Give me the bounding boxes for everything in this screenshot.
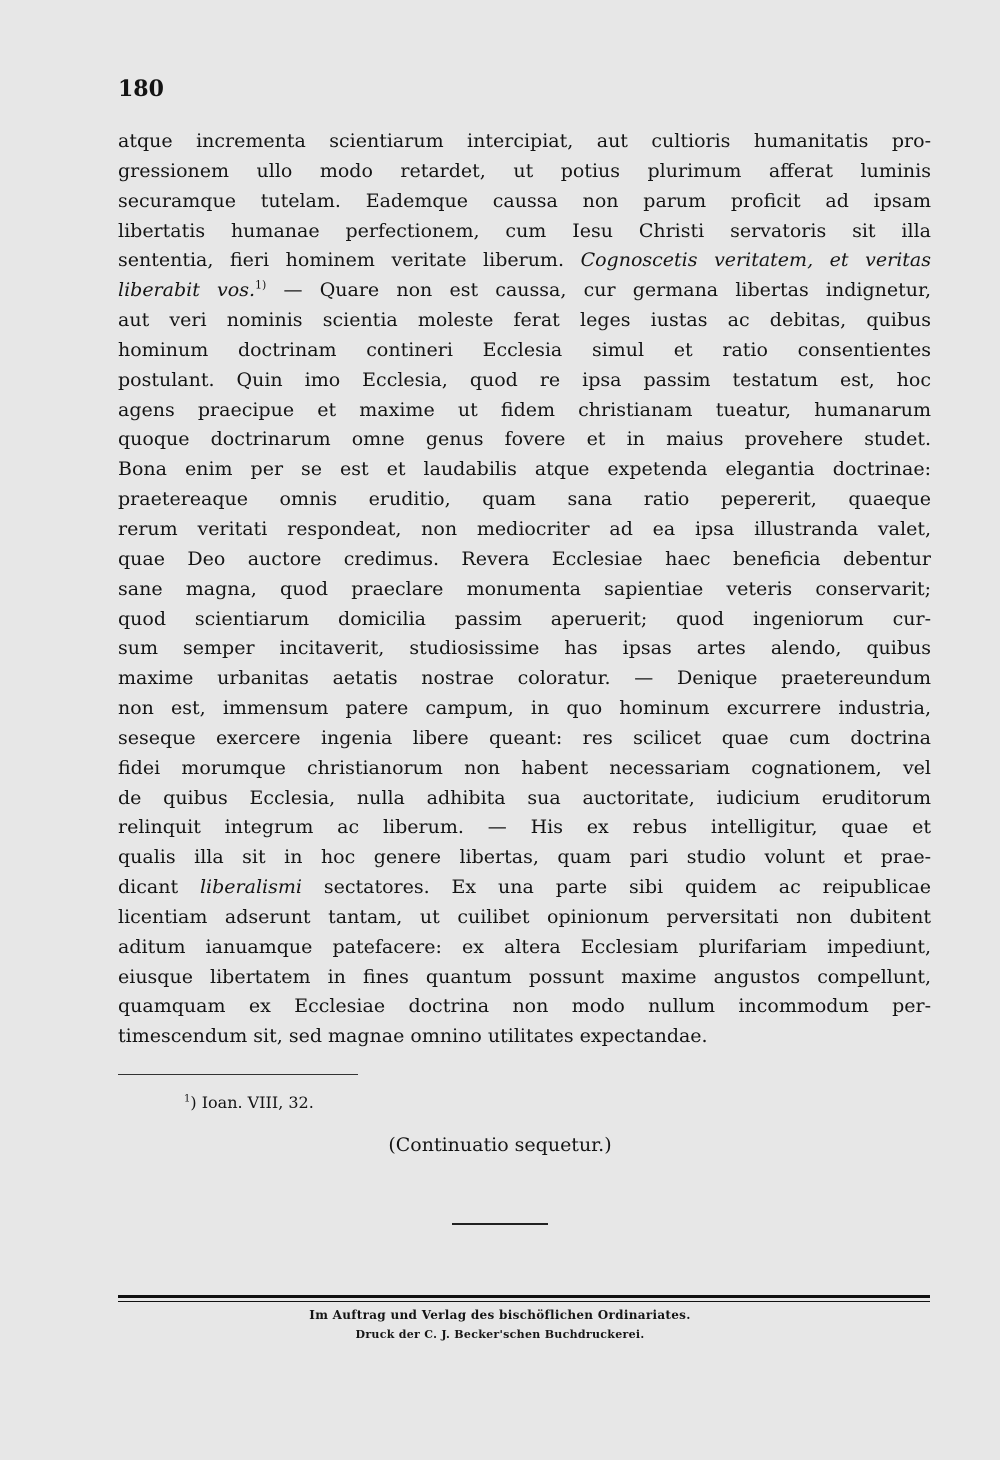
text-line: agens praecipue et maxime ut fidem christianam tueatur, humanarum [118, 398, 931, 421]
text-line: securamque tutelam. Eademque caussa non parum proficit ad ipsam [118, 189, 931, 212]
footnote-text: ) Ioan. VIII, 32. [190, 1093, 314, 1112]
text-line: atque incrementa scientiarum intercipiat, aut cultioris humanitatis pro- [118, 130, 931, 152]
text-line: de quibus Ecclesia, nulla adhibita sua auctoritate, iudicium eruditorum [118, 786, 931, 809]
text-line: fidei morumque christianorum non habent necessariam cognationem, vel [118, 756, 931, 779]
text-line: hominum doctrinam contineri Ecclesia simul et ratio consentientes [118, 338, 931, 361]
imprint-rule-thin [118, 1301, 930, 1302]
text-line: quod scientiarum domicilia passim aperuerit; quod ingeniorum cur- [118, 607, 931, 630]
text-line: gressionem ullo modo retardet, ut potius plurimum afferat luminis [118, 159, 931, 182]
text-line: aut veri nominis scientia moleste ferat leges iustas ac debitas, quibus [118, 309, 931, 332]
footnote [184, 1093, 314, 1112]
text-line: rerum veritati respondeat, non mediocriter ad ea ipsa illustranda valet, [118, 517, 931, 540]
text-line: quae Deo auctore credimus. Revera Ecclesiae haec beneficia debentur [118, 547, 931, 570]
imprint-printer: Druck der C. J. Becker'schen Buchdruckerei. [355, 1328, 645, 1341]
text-line: praetereaque omnis eruditio, quam sana ratio pepererit, quaeque [118, 488, 931, 511]
body-text [118, 127, 931, 1052]
section-end-rule [452, 1223, 548, 1225]
footnote-divider [118, 1074, 358, 1075]
footnote-marker: 1 [184, 1093, 191, 1105]
text-line: seseque exercere ingenia libere queant: res scilicet quae cum doctrina [118, 726, 931, 749]
text-line-with-italic [118, 873, 931, 903]
text-line: Bona enim per se est et laudabilis atque expetenda elegantia doctrinae: [118, 458, 931, 481]
text-line: licentiam adserunt tantam, ut cuilibet opinionum perversitati non dubitent [118, 905, 931, 928]
imprint-rule-thick [118, 1295, 930, 1298]
italic-quotation: liberabit vos. [118, 279, 256, 302]
text-line: eiusque libertatem in fines quantum possunt maxime angustos compellunt, [118, 965, 931, 988]
text-line: sum semper incitaverit, studiosissime has ipsas artes alendo, quibus [118, 637, 931, 660]
text-segment: dicant [118, 876, 200, 899]
text-line: quamquam ex Ecclesiae doctrina non modo nullum incommodum per- [118, 995, 931, 1018]
text-segment: sectatores. Ex una parte sibi quidem ac reipublicae [301, 876, 931, 899]
continuation-note: (Continuatio sequetur.) [388, 1134, 612, 1156]
text-line: qualis illa sit in hoc genere libertas, quam pari studio volunt et prae- [118, 846, 931, 869]
text-line-with-footnote-ref [118, 276, 931, 306]
italic-term: liberalismi [199, 876, 302, 899]
text-line: maxime urbanitas aetatis nostrae coloratur. — Denique praetereundum [118, 667, 931, 690]
italic-quotation: Cognoscetis veritatem, et veritas [580, 249, 931, 272]
page-number: 180 [118, 76, 164, 102]
text-line-with-italic [118, 246, 931, 276]
imprint-publisher: Im Auftrag und Verlag des bischöflichen Ordinariates. [309, 1308, 691, 1322]
text-segment: sententia, fieri hominem veritate liberum. [118, 249, 564, 272]
text-line: postulant. Quin imo Ecclesia, quod re ipsa passim testatum est, hoc [118, 368, 931, 391]
text-line: aditum ianuamque patefacere: ex altera Ecclesiam plurifariam impediunt, [118, 935, 931, 958]
text-line-last: timescendum sit, sed magnae omnino utilitates expectandae. [118, 1025, 708, 1048]
text-line: sane magna, quod praeclare monumenta sapientiae veteris conservarit; [118, 577, 931, 600]
text-line: non est, immensum patere campum, in quo hominum excurrere industria, [118, 697, 931, 720]
text-segment: — Quare non est caussa, cur germana libertas indignetur, [266, 279, 931, 302]
footnote-reference: 1) [255, 278, 267, 292]
text-line: quoque doctrinarum omne genus fovere et in maius provehere studet. [118, 428, 931, 451]
text-line: relinquit integrum ac liberum. — His ex rebus intelligitur, quae et [118, 816, 931, 839]
text-line: libertatis humanae perfectionem, cum Iesu Christi servatoris sit illa [118, 219, 931, 242]
